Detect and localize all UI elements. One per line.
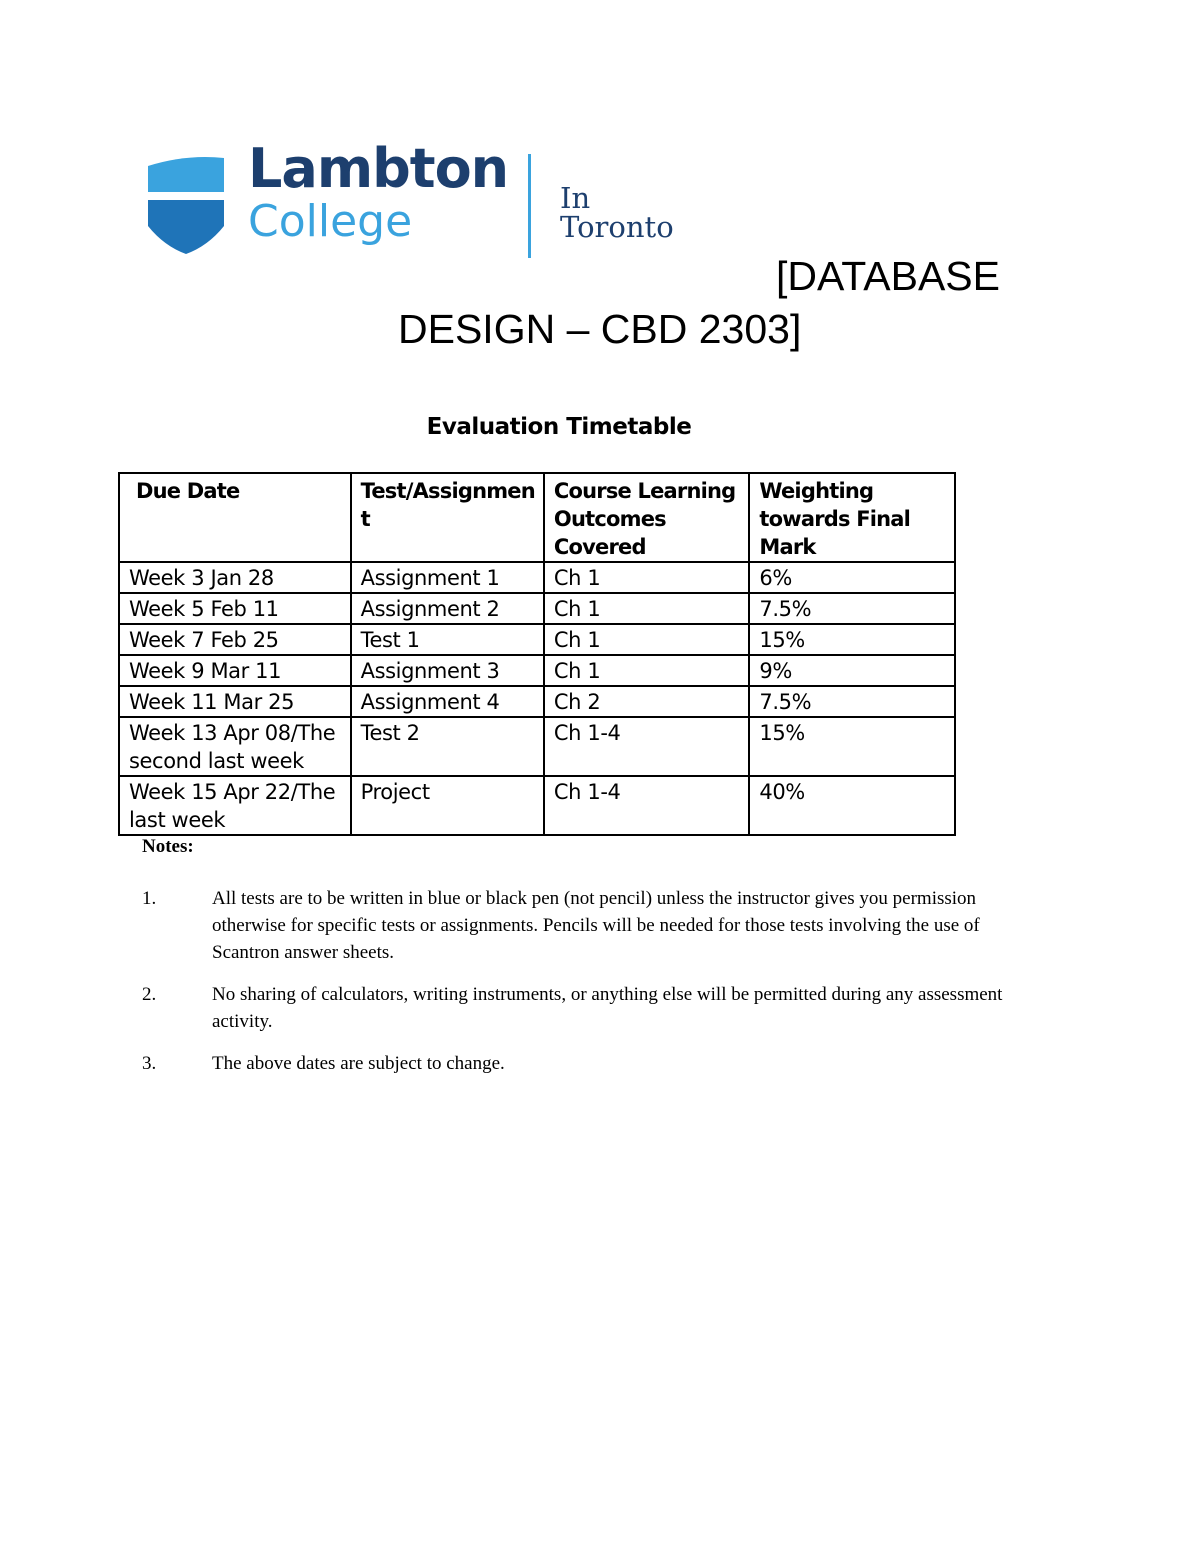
cell-weight: 6% <box>749 562 955 593</box>
table-row <box>119 776 955 835</box>
cell-weight: 7.5% <box>749 593 955 624</box>
cell-item: Project <box>351 776 544 835</box>
section-heading: Evaluation Timetable <box>426 414 692 440</box>
note-text: All tests are to be written in blue or black pen (not pencil) unless the instructor gives you permission otherwise for specific tests or assignments. Pencils will be needed for those tests involving the use of Scantron answer sheets. <box>212 888 980 963</box>
cell-outcomes: Ch 2 <box>544 686 749 717</box>
cell-weight: 9% <box>749 655 955 686</box>
cell-due: Week 9 Mar 11 <box>119 655 351 686</box>
note-item <box>142 1050 1022 1077</box>
evaluation-table <box>118 472 956 836</box>
document-title <box>380 250 1000 356</box>
cell-outcomes: Ch 1 <box>544 593 749 624</box>
cell-outcomes: Ch 1-4 <box>544 717 749 776</box>
title-line2: DESIGN – CBD 2303] <box>398 306 802 352</box>
cell-weight: 40% <box>749 776 955 835</box>
cell-due: Week 15 Apr 22/The last week <box>119 776 351 835</box>
header-weighting: Weighting towards Final Mark <box>749 473 955 562</box>
note-number: 2. <box>142 984 157 1005</box>
cell-item: Assignment 1 <box>351 562 544 593</box>
cell-due: Week 5 Feb 11 <box>119 593 351 624</box>
college-logo <box>146 137 706 260</box>
cell-due: Week 13 Apr 08/The second last week <box>119 717 351 776</box>
table-row <box>119 717 955 776</box>
notes-section <box>142 835 1022 1092</box>
cell-weight: 15% <box>749 624 955 655</box>
cell-outcomes: Ch 1 <box>544 624 749 655</box>
table-row <box>119 686 955 717</box>
cell-due: Week 11 Mar 25 <box>119 686 351 717</box>
table-row <box>119 655 955 686</box>
title-line1: [DATABASE <box>775 253 1000 299</box>
cell-due: Week 3 Jan 28 <box>119 562 351 593</box>
table-row <box>119 624 955 655</box>
cell-due: Week 7 Feb 25 <box>119 624 351 655</box>
header-test-assignment: Test/Assignmen t <box>351 473 544 562</box>
logo-name-line1: Lambton <box>248 137 509 200</box>
cell-item: Test 2 <box>351 717 544 776</box>
note-text: The above dates are subject to change. <box>212 1053 505 1074</box>
cell-weight: 7.5% <box>749 686 955 717</box>
logo-name-line2: College <box>248 196 413 247</box>
note-number: 3. <box>142 1053 157 1074</box>
note-text: No sharing of calculators, writing instruments, or anything else will be permitted during any assessment activity. <box>212 984 1003 1032</box>
note-item <box>142 885 1022 966</box>
cell-item: Assignment 2 <box>351 593 544 624</box>
note-number: 1. <box>142 888 157 909</box>
cell-outcomes: Ch 1-4 <box>544 776 749 835</box>
notes-label: Notes: <box>142 836 194 857</box>
header-outcomes: Course Learning Outcomes Covered <box>544 473 749 562</box>
note-item <box>142 981 1022 1035</box>
logo-campus: In Toronto <box>560 181 674 244</box>
table-header-row <box>119 473 955 562</box>
header-due-date: Due Date <box>119 473 351 562</box>
cell-item: Assignment 4 <box>351 686 544 717</box>
shield-icon <box>146 152 226 254</box>
table-row <box>119 562 955 593</box>
table-row <box>119 593 955 624</box>
cell-item: Assignment 3 <box>351 655 544 686</box>
cell-outcomes: Ch 1 <box>544 562 749 593</box>
cell-outcomes: Ch 1 <box>544 655 749 686</box>
cell-weight: 15% <box>749 717 955 776</box>
logo-divider <box>528 154 531 258</box>
cell-item: Test 1 <box>351 624 544 655</box>
